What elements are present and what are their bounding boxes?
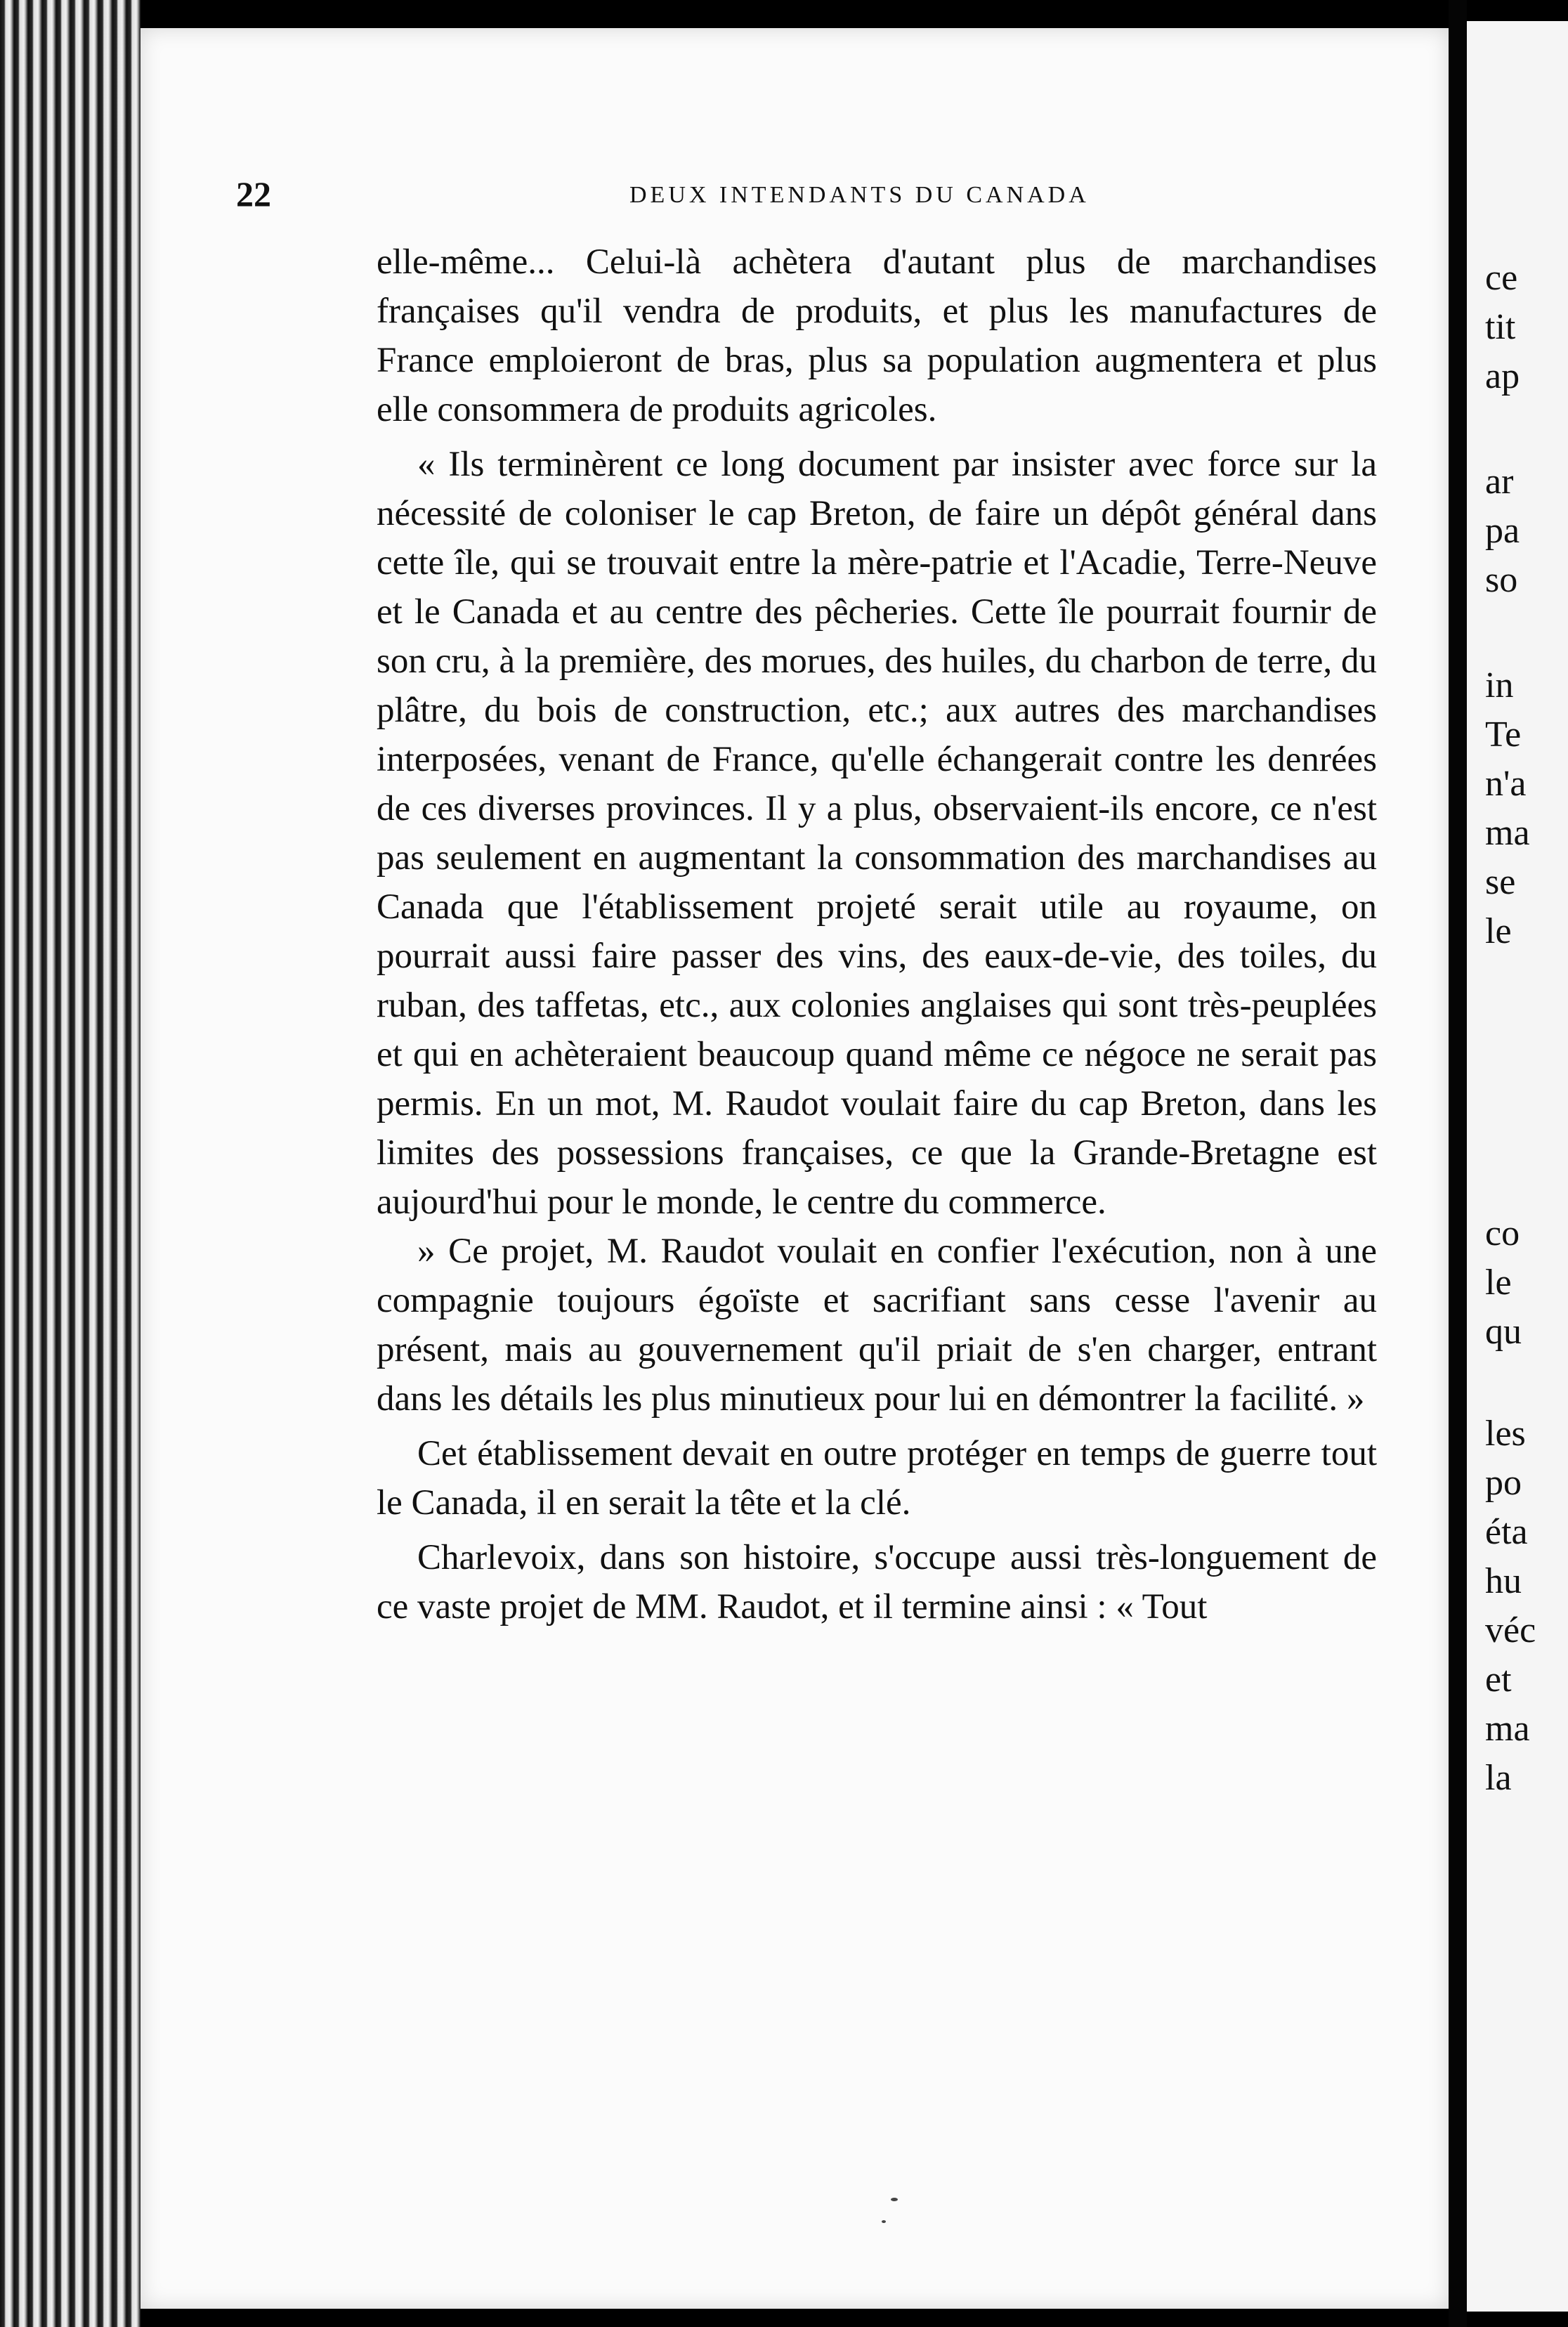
paragraph-etablissement: Cet établissement devait en outre protéger en temps de guerre tout le Canada, il en serait la tête et la clé. — [377, 1434, 1377, 1523]
paragraph-continuation: elle-même... Celui-là achètera d'autant plus de marchandises françaises qu'il vendra de produits, et plus les manufactures de France emploieront de bras, plus sa population augmentera et plus elle consommera de produits agricoles. — [377, 242, 1377, 429]
binding-gutter — [1449, 0, 1467, 2327]
facing-fragment: les — [1485, 1414, 1526, 1454]
facing-fragment: Te — [1485, 715, 1522, 755]
facing-fragment: hu — [1485, 1561, 1522, 1601]
facing-fragment: se — [1485, 862, 1516, 902]
facing-fragment: ap — [1485, 356, 1520, 396]
facing-fragment: ar — [1485, 462, 1514, 502]
dust-speck — [882, 2220, 886, 2223]
running-title: DEUX INTENDANTS DU CANADA — [629, 182, 1090, 208]
facing-fragment: po — [1485, 1463, 1522, 1503]
facing-fragment: n'a — [1485, 764, 1527, 804]
facing-fragment: tit — [1485, 307, 1516, 347]
page-header — [236, 174, 1388, 216]
facing-fragment: co — [1485, 1213, 1520, 1253]
facing-fragment: ma — [1485, 813, 1530, 853]
facing-fragment: ce — [1485, 258, 1518, 298]
body-text — [377, 237, 1377, 1631]
page-stack-edge — [0, 0, 141, 2327]
paragraph-projet-raudot: » Ce projet, M. Raudot voulait en confier l'exécution, non à une compagnie toujours égoïste et sacrifiant sans cesse l'avenir au présent, mais au gouvernement qu'il priait de s'en charger, entrant dans les détails les plus minutieux pour lui en démontrer la facilité. » — [377, 1232, 1377, 1419]
facing-fragment: le — [1485, 1263, 1512, 1303]
facing-fragment: le — [1485, 911, 1512, 951]
paragraph-charlevoix: Charlevoix, dans son histoire, s'occupe aussi très-longuement de ce vaste projet de MM. Raudot, et il termine ainsi : « Tout — [377, 1538, 1377, 1627]
facing-fragment: so — [1485, 560, 1518, 600]
facing-fragment: la — [1485, 1758, 1512, 1798]
facing-fragment: ma — [1485, 1709, 1530, 1749]
facing-fragment: qu — [1485, 1312, 1522, 1352]
facing-page-edge — [1467, 21, 1568, 2312]
facing-fragment: pa — [1485, 511, 1520, 551]
dust-speck — [891, 2198, 898, 2201]
facing-fragment: éta — [1485, 1512, 1528, 1552]
page-number: 22 — [236, 174, 271, 214]
paragraph-quote-cap-breton: « Ils terminèrent ce long document par insister avec force sur la nécessité de coloniser le cap Breton, de faire un dépôt général dans cette île, qui se trouvait entre la mère-patrie et l'Acadie, Terre-Neuve et le Canada et au centre des pêcheries. Cette île pourrait fournir de son cru, à la première, des morues, des huiles, du charbon de terre, du plâtre, du bois de construction, etc.; aux autres des marchandises interposées, venant de France, qu'elle échangerait contre les denrées de ces diverses provinces. Il y a plus, observaient-ils encore, ce n'est pas seulement en augmentant la consommation des marchandises au Canada que l'établissement projeté serait utile au royaume, on pourrait aussi faire passer des vins, des eaux-de-vie, des toiles, du ruban, des taffetas, etc., aux colonies anglaises qui sont très-peuplées et qui en achèteraient beaucoup quand même ce négoce ne serait pas permis. En un mot, M. Raudot voulait faire du cap Breton, dans les limites des possessions françaises, ce que la Grande-Bretagne est aujourd'hui pour le monde, le centre du commerce. — [377, 445, 1377, 1222]
facing-fragment: et — [1485, 1660, 1512, 1700]
facing-fragment: in — [1485, 665, 1514, 705]
facing-fragment: véc — [1485, 1610, 1536, 1650]
